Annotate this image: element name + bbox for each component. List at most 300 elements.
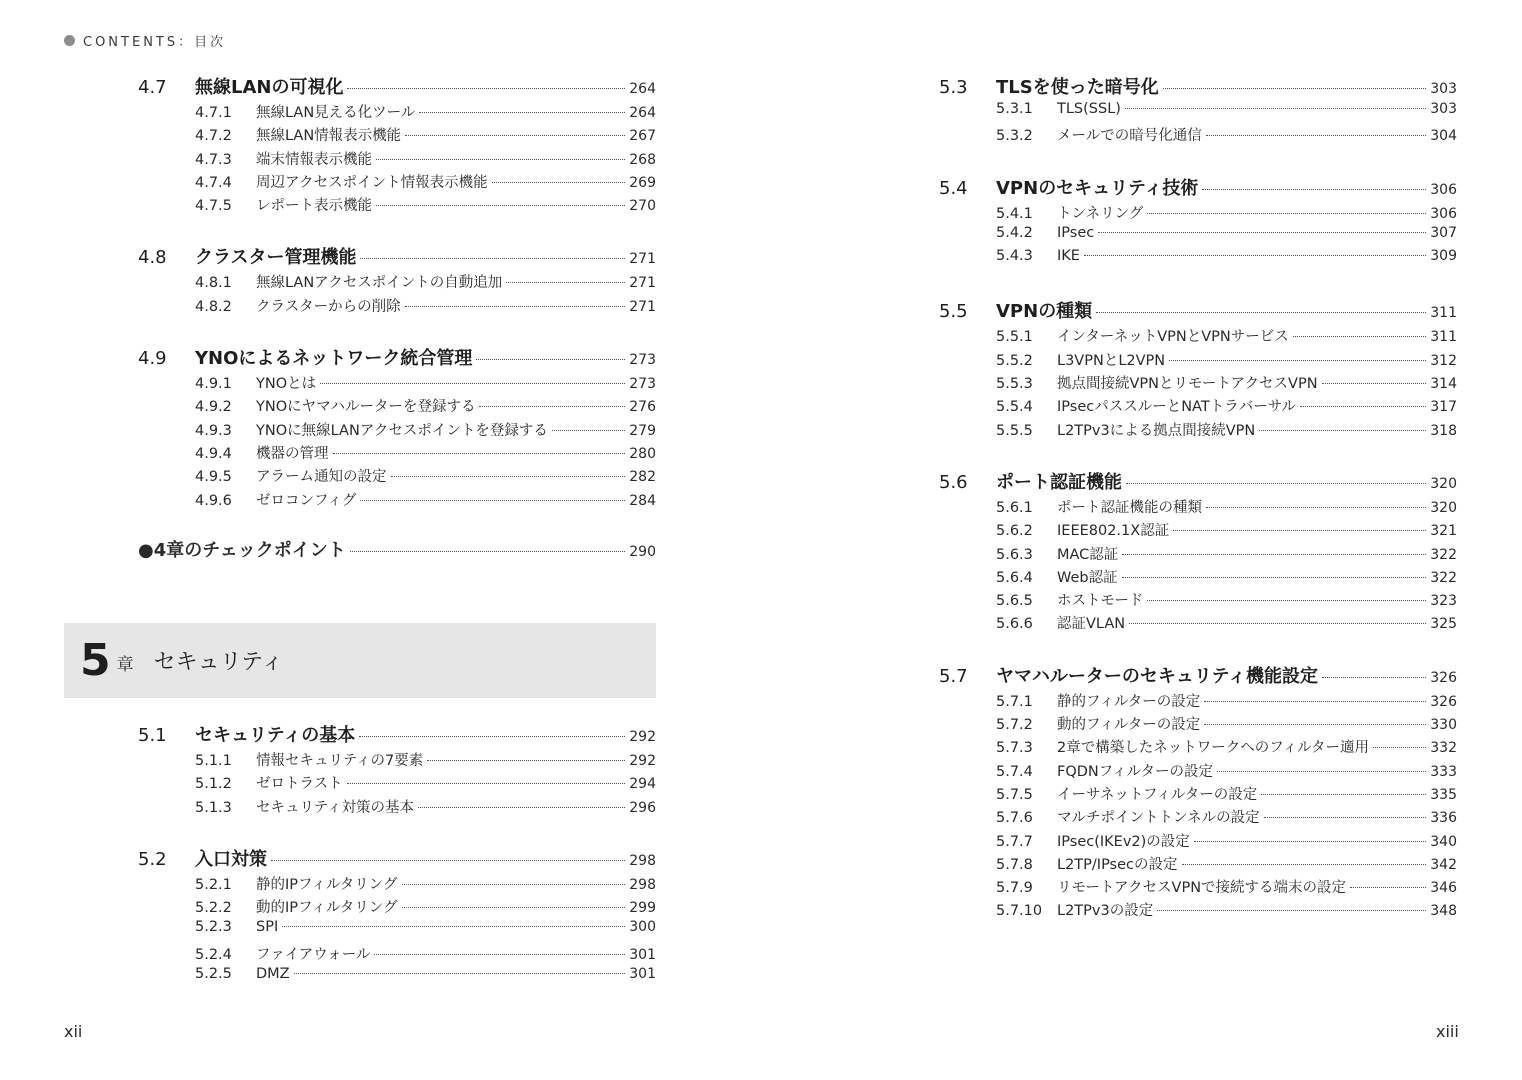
entry-title: マルチポイントトンネルの設定 — [1057, 810, 1260, 827]
entry-page: 317 — [1430, 399, 1457, 416]
entry-number: 5.1 — [138, 725, 167, 746]
entry-number: 4.7.5 — [195, 198, 232, 215]
entry-page: 282 — [629, 469, 656, 486]
dot-leader — [1096, 312, 1426, 313]
entry-title: L3VPNとL2VPN — [1057, 352, 1166, 369]
toc-section-heading[interactable] — [138, 73, 656, 101]
entry-page: 332 — [1430, 740, 1457, 757]
entry-page: 320 — [1430, 475, 1457, 492]
entry-page: 303 — [1430, 101, 1457, 117]
entry-number: 4.9.4 — [195, 445, 232, 462]
dot-leader — [1293, 336, 1427, 337]
dot-leader — [360, 500, 625, 501]
toc-left-column-lower — [138, 721, 656, 1015]
entry-number: 5.7.1 — [996, 693, 1033, 710]
entry-number: 4.9.2 — [195, 399, 232, 416]
entry-page: 325 — [1430, 616, 1457, 633]
entry-page: 312 — [1430, 352, 1457, 369]
entry-page: 306 — [1430, 205, 1457, 222]
dot-leader — [1194, 841, 1426, 842]
dot-leader — [391, 476, 626, 477]
toc-subsection[interactable] — [195, 271, 656, 294]
entry-title: 入口対策 — [195, 848, 267, 870]
toc-subsection[interactable] — [996, 543, 1457, 566]
entry-title: YNOによるネットワーク統合管理 — [195, 348, 473, 370]
toc-section — [939, 297, 1457, 441]
dot-leader — [1204, 724, 1426, 725]
entry-number: 5.5.2 — [996, 352, 1033, 369]
toc-subsection[interactable] — [195, 101, 656, 124]
entry-page: 269 — [629, 174, 656, 191]
entry-number: 5.7.8 — [996, 856, 1033, 873]
dot-leader — [347, 783, 626, 784]
entry-title: セキュリティの基本 — [195, 725, 356, 746]
dot-leader — [418, 807, 625, 808]
entry-title: ファイアウォール — [256, 946, 371, 963]
dot-leader — [1122, 577, 1427, 578]
toc-section — [939, 73, 1457, 148]
toc-section — [138, 243, 656, 318]
dot-leader — [1300, 406, 1426, 407]
entry-page: 342 — [1430, 856, 1457, 873]
entry-title: クラスターからの削除 — [256, 298, 401, 315]
entry-number: 5.7.10 — [996, 903, 1043, 920]
entry-title: 拠点間接続VPNとリモートアクセスVPN — [1057, 376, 1318, 393]
dot-leader — [376, 159, 625, 160]
entry-title: IPsec(IKEv2)の設定 — [1057, 833, 1190, 850]
toc-section-heading[interactable] — [138, 721, 656, 749]
entry-page: 326 — [1430, 693, 1457, 710]
entry-title: クラスター管理機能 — [195, 247, 357, 269]
entry-page: 284 — [629, 492, 656, 509]
toc-subsection[interactable] — [996, 713, 1457, 736]
entry-title: IPsecパススルーとNATトラバーサル — [1057, 399, 1296, 416]
entry-page: 273 — [629, 376, 656, 393]
entry-number: 5.1.1 — [195, 753, 232, 769]
dot-leader — [402, 884, 626, 885]
toc-subsection[interactable] — [996, 589, 1457, 612]
entry-title: リモートアクセスVPNで接続する端末の設定 — [1057, 880, 1347, 897]
entry-title: Web認証 — [1057, 569, 1118, 586]
entry-number: 4.9.5 — [195, 469, 232, 486]
entry-number: 5.4.3 — [996, 248, 1033, 265]
toc-subsection[interactable] — [996, 783, 1457, 806]
entry-page: 298 — [629, 876, 656, 893]
toc-subsection[interactable] — [996, 899, 1457, 922]
entry-number: 5.7.6 — [996, 810, 1033, 827]
chapter-label: 章 — [116, 655, 134, 675]
entry-number: 5.6.3 — [996, 546, 1033, 563]
entry-number: 4.8.2 — [195, 298, 232, 315]
entry-number: 5.5.4 — [996, 399, 1033, 416]
chapter-title: セキュリティ — [153, 650, 284, 675]
entry-page: 303 — [1430, 81, 1457, 97]
toc-subsection[interactable] — [996, 202, 1457, 225]
entry-page: 298 — [629, 852, 656, 869]
dot-leader — [294, 973, 626, 974]
toc-subsection[interactable] — [996, 830, 1457, 853]
entry-page: 264 — [629, 81, 656, 97]
toc-left-column — [138, 73, 656, 564]
entry-page: 330 — [1430, 717, 1457, 734]
entry-title: 機器の管理 — [256, 445, 329, 462]
entry-page: 296 — [629, 799, 656, 816]
dot-leader — [1206, 507, 1426, 508]
dot-leader — [1322, 677, 1426, 678]
entry-title: 認証VLAN — [1057, 616, 1126, 633]
toc-subsection[interactable] — [195, 395, 656, 418]
entry-page: 346 — [1430, 880, 1457, 897]
entry-title: 無線LAN見える化ツール — [256, 105, 416, 121]
entry-page: 311 — [1430, 305, 1457, 322]
dot-leader — [376, 205, 625, 206]
entry-page: 267 — [629, 128, 656, 145]
entry-number: 5.4 — [939, 177, 968, 199]
entry-number: 5.7.3 — [996, 740, 1033, 757]
entry-page: 280 — [629, 445, 656, 462]
entry-number: 5.5 — [939, 301, 968, 323]
toc-subsection[interactable] — [195, 943, 656, 966]
dot-leader — [1147, 213, 1426, 214]
toc-subsection[interactable] — [195, 419, 656, 442]
entry-page: 273 — [629, 352, 656, 369]
dot-leader — [1259, 430, 1426, 431]
toc-section-heading[interactable] — [138, 344, 656, 372]
dot-leader — [1182, 864, 1427, 865]
toc-section — [138, 721, 656, 819]
entry-page: 333 — [1430, 763, 1457, 780]
dot-leader — [476, 359, 625, 360]
toc-section-heading[interactable] — [939, 174, 1457, 202]
entry-title: ポート認証機能の種類 — [1057, 499, 1202, 516]
entry-title: 端末情報表示機能 — [256, 151, 372, 168]
entry-number: 5.6.2 — [996, 523, 1033, 540]
entry-title: 情報セキュリティの7要素 — [256, 753, 424, 769]
entry-title: 周辺アクセスポイント情報表示機能 — [256, 174, 488, 191]
toc-subsection[interactable] — [195, 372, 656, 395]
dot-leader — [1147, 600, 1426, 601]
dot-leader — [350, 551, 626, 552]
entry-number: 5.7.4 — [996, 763, 1033, 780]
dot-leader — [271, 860, 625, 861]
entry-page: 322 — [1430, 569, 1457, 586]
entry-page: 290 — [629, 543, 656, 560]
entry-title: レポート表示機能 — [256, 198, 372, 215]
entry-title: 無線LAN情報表示機能 — [256, 128, 402, 145]
entry-number: 5.7.9 — [996, 880, 1033, 897]
entry-number: 4.7.2 — [195, 128, 232, 145]
toc-section — [138, 845, 656, 989]
entry-page: 336 — [1430, 810, 1457, 827]
entry-number: 5.2.5 — [195, 966, 232, 983]
toc-section-heading[interactable] — [939, 73, 1457, 101]
toc-subsection[interactable] — [195, 442, 656, 465]
entry-page: 271 — [629, 275, 656, 292]
dot-leader — [402, 907, 626, 908]
entry-title: ゼロトラスト — [256, 776, 343, 793]
dot-leader — [282, 926, 625, 927]
entry-number: 5.7.7 — [996, 833, 1033, 850]
dot-leader — [419, 112, 625, 113]
entry-title: 動的IPフィルタリング — [256, 900, 398, 917]
toc-section-heading[interactable] — [939, 468, 1457, 496]
toc-subsection[interactable] — [195, 489, 656, 512]
toc-subsection[interactable] — [996, 101, 1457, 124]
entry-number: 5.7 — [939, 665, 968, 687]
dot-leader — [333, 453, 626, 454]
entry-title: ●4章のチェックポイント — [138, 539, 346, 561]
entry-title: トンネリング — [1057, 205, 1144, 222]
entry-number: 5.1.3 — [195, 799, 232, 816]
entry-page: 304 — [1430, 128, 1457, 145]
dot-leader — [1261, 794, 1426, 795]
dot-leader — [1373, 747, 1426, 748]
chapter-banner — [64, 623, 656, 698]
entry-page: 348 — [1430, 903, 1457, 920]
entry-title: MAC認証 — [1057, 546, 1119, 563]
entry-page: 292 — [629, 753, 656, 769]
entry-title: アラーム通知の設定 — [256, 469, 387, 486]
dot-leader — [492, 182, 626, 183]
entry-number: 5.6.1 — [996, 499, 1033, 516]
entry-title: TLSを使った暗号化 — [996, 77, 1159, 98]
entry-title: YNOに無線LANアクセスポイントを登録する — [256, 422, 548, 439]
dot-leader — [1157, 910, 1426, 911]
entry-page: 326 — [1430, 669, 1457, 686]
toc-section — [939, 174, 1457, 272]
entry-number: 5.2.4 — [195, 946, 232, 963]
entry-title: ヤマハルーターのセキュリティ機能設定 — [996, 665, 1319, 687]
toc-subsection[interactable] — [195, 749, 656, 772]
entry-page: 299 — [629, 900, 656, 917]
entry-title: IKE — [1057, 248, 1080, 265]
entry-number: 4.7.3 — [195, 151, 232, 168]
entry-number: 5.6 — [939, 471, 968, 493]
entry-page: 314 — [1430, 376, 1457, 393]
toc-subsection[interactable] — [195, 772, 656, 795]
entry-title: ホストモード — [1057, 593, 1144, 610]
dot-leader — [1350, 887, 1426, 888]
dot-leader — [347, 88, 625, 89]
toc-subsection[interactable] — [195, 295, 656, 318]
toc-section-heading[interactable] — [138, 243, 656, 271]
toc-subsection[interactable] — [996, 124, 1457, 147]
entry-title: 無線LANアクセスポイントの自動追加 — [256, 275, 503, 292]
entry-page: 301 — [629, 946, 656, 963]
toc-subsection[interactable] — [996, 349, 1457, 372]
dot-leader — [1204, 701, 1426, 702]
entry-number: 4.8.1 — [195, 275, 232, 292]
dot-leader — [1173, 530, 1426, 531]
entry-title: L2TP/IPsecの設定 — [1057, 856, 1178, 873]
entry-number: 4.7.1 — [195, 105, 232, 121]
entry-number: 4.9.6 — [195, 492, 232, 509]
toc-subsection[interactable] — [996, 876, 1457, 899]
chapter-number: 5 — [80, 635, 111, 686]
entry-page: 321 — [1430, 523, 1457, 540]
page-number-left: xii — [64, 1022, 83, 1041]
toc-subsection[interactable] — [996, 566, 1457, 589]
dot-leader — [360, 258, 625, 259]
entry-number: 5.1.2 — [195, 776, 232, 793]
entry-title: TLS(SSL) — [1057, 101, 1121, 117]
entry-number: 5.5.3 — [996, 376, 1033, 393]
toc-subsection[interactable] — [996, 372, 1457, 395]
running-header — [64, 31, 226, 50]
entry-page: 335 — [1430, 786, 1457, 803]
entry-number: 5.4.1 — [996, 205, 1033, 222]
entry-title: IPsec — [1057, 224, 1095, 241]
entry-page: 264 — [629, 105, 656, 121]
entry-number: 5.2.2 — [195, 900, 232, 917]
entry-title: 動的フィルターの設定 — [1057, 717, 1201, 734]
bullet-icon — [64, 35, 75, 46]
entry-page: 276 — [629, 399, 656, 416]
entry-page: 271 — [629, 251, 656, 268]
toc-right-column — [939, 73, 1457, 949]
dot-leader — [374, 954, 625, 955]
entry-title: ゼロコンフィグ — [256, 492, 357, 509]
entry-title: IEEE802.1X認証 — [1057, 523, 1170, 540]
entry-title: L2TPv3の設定 — [1057, 903, 1154, 920]
dot-leader — [1122, 554, 1426, 555]
entry-page: 270 — [629, 198, 656, 215]
dot-leader — [552, 430, 625, 431]
toc-subsection[interactable] — [996, 690, 1457, 713]
entry-number: 5.4.2 — [996, 224, 1033, 241]
entry-page: 323 — [1430, 593, 1457, 610]
toc-subsection[interactable] — [996, 519, 1457, 542]
dot-leader — [1322, 383, 1427, 384]
toc-subsection[interactable] — [996, 760, 1457, 783]
entry-page: 307 — [1430, 224, 1457, 241]
entry-number: 4.9.3 — [195, 422, 232, 439]
toc-subsection[interactable] — [195, 171, 656, 194]
toc-section — [138, 344, 656, 512]
entry-page: 300 — [629, 919, 656, 936]
dot-leader — [427, 760, 625, 761]
entry-title: 無線LANの可視化 — [195, 77, 344, 98]
toc-subsection[interactable] — [195, 148, 656, 171]
dot-leader — [1126, 483, 1426, 484]
entry-page: 301 — [629, 966, 656, 983]
toc-subsection[interactable] — [996, 853, 1457, 876]
dot-leader — [320, 383, 625, 384]
entry-number: 5.7.5 — [996, 786, 1033, 803]
toc-section-heading[interactable] — [939, 297, 1457, 325]
dot-leader — [405, 306, 626, 307]
toc-section-heading[interactable] — [138, 845, 656, 873]
toc-subsection[interactable] — [996, 419, 1457, 442]
toc-section — [939, 468, 1457, 636]
entry-page: 306 — [1430, 181, 1457, 198]
entry-number: 5.2.3 — [195, 919, 232, 936]
entry-title: VPNの種類 — [996, 301, 1093, 323]
toc-subsection[interactable] — [996, 225, 1457, 248]
dot-leader — [1169, 360, 1426, 361]
entry-title: DMZ — [256, 966, 290, 983]
toc-subsection[interactable] — [996, 806, 1457, 829]
toc-subsection[interactable] — [195, 465, 656, 488]
entry-page: 318 — [1430, 422, 1457, 439]
dot-leader — [359, 736, 625, 737]
dot-leader — [1163, 88, 1427, 89]
entry-number: 5.6.4 — [996, 569, 1033, 586]
running-header-label: CONTENTS：目次 — [83, 35, 227, 50]
entry-title: YNOにヤマハルーターを登録する — [256, 399, 476, 416]
entry-page: 311 — [1430, 329, 1457, 346]
dot-leader — [1129, 623, 1426, 624]
dot-leader — [1202, 189, 1426, 190]
dot-leader — [1206, 135, 1427, 136]
entry-page: 268 — [629, 151, 656, 168]
entry-number: 5.3.2 — [996, 128, 1033, 145]
toc-section — [939, 662, 1457, 923]
entry-number: 4.7 — [138, 77, 167, 98]
chapter-checkpoint-entry[interactable] — [138, 536, 656, 564]
entry-number: 4.9.1 — [195, 376, 232, 393]
entry-number: 5.5.1 — [996, 329, 1033, 346]
page-number-right: xiii — [1436, 1022, 1459, 1041]
entry-title: VPNのセキュリティ技術 — [996, 177, 1199, 199]
entry-title: 静的フィルターの設定 — [1057, 693, 1201, 710]
toc-subsection[interactable] — [996, 612, 1457, 635]
dot-leader — [506, 282, 625, 283]
toc-subsection[interactable] — [195, 194, 656, 217]
toc-subsection[interactable] — [996, 248, 1457, 271]
toc-subsection[interactable] — [195, 796, 656, 819]
toc-subsection[interactable] — [195, 919, 656, 942]
dot-leader — [1264, 817, 1427, 818]
entry-title: L2TPv3による拠点間接続VPN — [1057, 422, 1256, 439]
entry-number: 5.7.2 — [996, 717, 1033, 734]
toc-subsection[interactable] — [996, 395, 1457, 418]
toc-subsection[interactable] — [195, 873, 656, 896]
entry-number: 4.8 — [138, 247, 167, 269]
toc-subsection[interactable] — [996, 325, 1457, 348]
entry-number: 5.6.5 — [996, 593, 1033, 610]
entry-page: 271 — [629, 298, 656, 315]
entry-page: 294 — [629, 776, 656, 793]
toc-section — [138, 73, 656, 217]
entry-number: 5.6.6 — [996, 616, 1033, 633]
entry-number: 5.2 — [138, 848, 167, 870]
entry-page: 292 — [629, 729, 656, 745]
dot-leader — [1125, 108, 1426, 109]
entry-page: 340 — [1430, 833, 1457, 850]
toc-subsection[interactable] — [195, 124, 656, 147]
entry-number: 4.7.4 — [195, 174, 232, 191]
toc-subsection[interactable] — [195, 966, 656, 989]
toc-subsection[interactable] — [996, 736, 1457, 759]
dot-leader — [405, 135, 625, 136]
toc-section-heading[interactable] — [939, 662, 1457, 690]
entry-title: 2章で構築したネットワークへのフィルター適用 — [1057, 740, 1369, 757]
entry-number: 5.3 — [939, 77, 968, 98]
toc-subsection[interactable] — [996, 496, 1457, 519]
dot-leader — [1084, 255, 1426, 256]
entry-number: 5.2.1 — [195, 876, 232, 893]
entry-title: ポート認証機能 — [996, 471, 1122, 493]
dot-leader — [1217, 771, 1426, 772]
toc-subsection[interactable] — [195, 896, 656, 919]
entry-title: FQDNフィルターの設定 — [1057, 763, 1214, 780]
entry-number: 5.3.1 — [996, 101, 1033, 117]
entry-page: 309 — [1430, 248, 1457, 265]
entry-title: 静的IPフィルタリング — [256, 876, 398, 893]
entry-number: 5.5.5 — [996, 422, 1033, 439]
entry-title: YNOとは — [256, 376, 317, 393]
